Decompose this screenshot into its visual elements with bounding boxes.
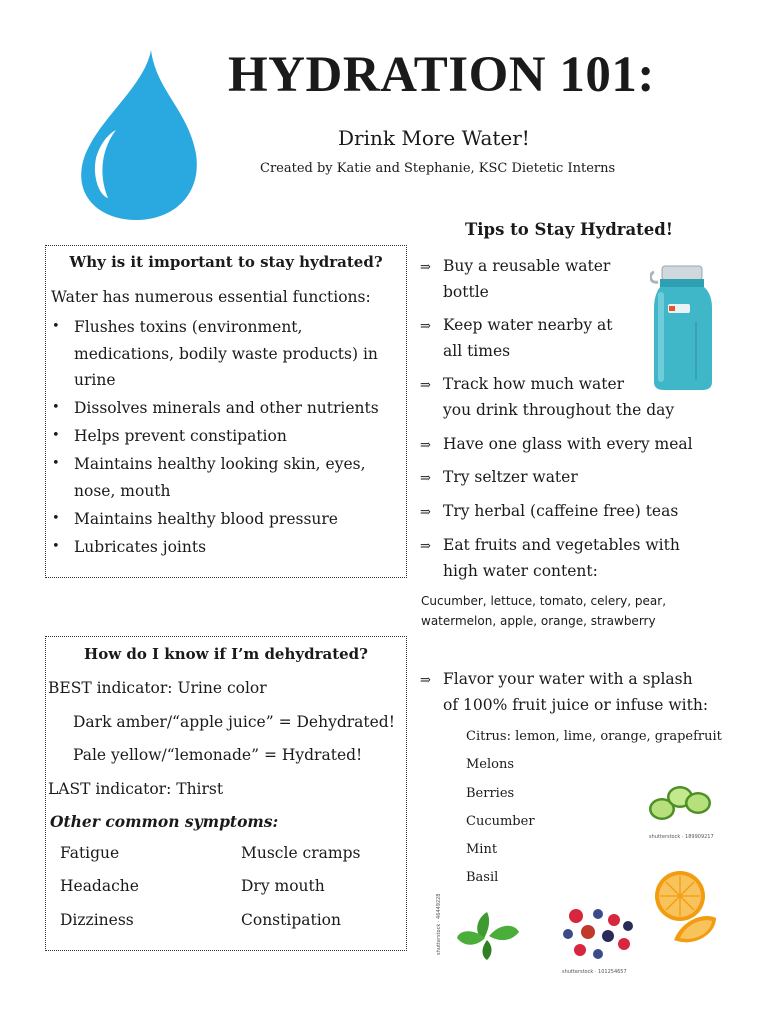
mint-leaves-image <box>455 906 521 962</box>
symptom-item: Muscle cramps <box>241 844 361 862</box>
page-title: HYDRATION 101: <box>228 47 655 103</box>
flavor-item: Basil <box>466 870 499 885</box>
arrow-icon: ⇒ <box>420 378 431 393</box>
flavor-item: Mint <box>466 842 498 857</box>
flavor-item: Cucumber <box>466 814 535 829</box>
list-item: • Lubricates joints <box>52 534 402 561</box>
symptom-item: Constipation <box>241 911 341 929</box>
arrow-icon: ⇒ <box>420 539 431 554</box>
berries-credit: shutterstock · 101254657 <box>562 969 627 975</box>
tip-track-water: ⇒ Track how much water you drink throughout the day <box>420 375 675 419</box>
arrow-icon: ⇒ <box>420 438 431 453</box>
list-item: • Flushes toxins (environment, medications, bodily waste products) in urine <box>52 314 402 394</box>
mint-credit: shutterstock · 46449228 <box>436 893 442 955</box>
arrow-icon: ⇒ <box>420 673 431 688</box>
dehydration-box <box>45 636 407 951</box>
list-item: • Helps prevent constipation <box>52 423 402 450</box>
list-item: • Maintains healthy blood pressure <box>52 506 402 533</box>
tip-glass-with-meal: ⇒ Have one glass with every meal <box>420 432 693 458</box>
tip-fruits-vegetables: ⇒ Eat fruits and vegetables with high water content: <box>420 536 680 580</box>
dark-urine-text: Dark amber/“apple juice” = Dehydrated! <box>73 713 395 731</box>
berries-image <box>558 904 638 964</box>
orange-image <box>652 868 718 948</box>
tip-flavor-water: ⇒ Flavor your water with a splash of 100% fruit juice or infuse with: <box>420 670 709 714</box>
page-subtitle: Drink More Water! <box>338 126 530 150</box>
cucumber-credit: shutterstock · 189909217 <box>649 834 714 840</box>
tip-herbal-teas: ⇒ Try herbal (caffeine free) teas <box>420 499 678 525</box>
cucumber-image <box>648 783 712 823</box>
tip-water-nearby: ⇒ Keep water nearby at all times <box>420 316 613 360</box>
why-intro: Water has numerous essential functions: <box>51 288 371 306</box>
symptom-item: Headache <box>60 877 139 895</box>
flavor-item: Berries <box>466 786 515 801</box>
list-item: • Maintains healthy looking skin, eyes, nose, mouth <box>52 451 402 504</box>
pale-urine-text: Pale yellow/“lemonade” = Hydrated! <box>73 746 363 764</box>
produce-list: Cucumber, lettuce, tomato, celery, pear, watermelon, apple, orange, strawberry <box>421 594 667 628</box>
arrow-icon: ⇒ <box>420 471 431 486</box>
arrow-icon: ⇒ <box>420 260 431 275</box>
best-indicator: BEST indicator: Urine color <box>48 679 267 697</box>
symptom-item: Dry mouth <box>241 877 325 895</box>
dehydration-title: How do I know if I’m dehydrated? <box>84 645 368 663</box>
flavor-item: Melons <box>466 757 515 772</box>
symptom-item: Fatigue <box>60 844 120 862</box>
list-item: • Dissolves minerals and other nutrients <box>52 395 402 422</box>
water-bottle-image <box>650 262 716 392</box>
other-symptoms-title: Other common symptoms: <box>50 812 279 831</box>
why-title: Why is it important to stay hydrated? <box>69 253 383 271</box>
last-indicator: LAST indicator: Thirst <box>48 780 224 798</box>
flavor-item: Citrus: lemon, lime, orange, grapefruit <box>466 729 722 744</box>
water-drop-icon <box>78 48 202 223</box>
why-hydrate-box <box>45 245 407 578</box>
tips-title: Tips to Stay Hydrated! <box>465 220 674 239</box>
author-credit: Created by Katie and Stephanie, KSC Dietetic Interns <box>260 161 616 176</box>
functions-list <box>52 314 402 562</box>
tip-reusable-bottle: ⇒ Buy a reusable water bottle <box>420 257 611 301</box>
arrow-icon: ⇒ <box>420 319 431 334</box>
symptom-item: Dizziness <box>60 911 134 929</box>
arrow-icon: ⇒ <box>420 505 431 520</box>
tip-seltzer: ⇒ Try seltzer water <box>420 465 578 491</box>
